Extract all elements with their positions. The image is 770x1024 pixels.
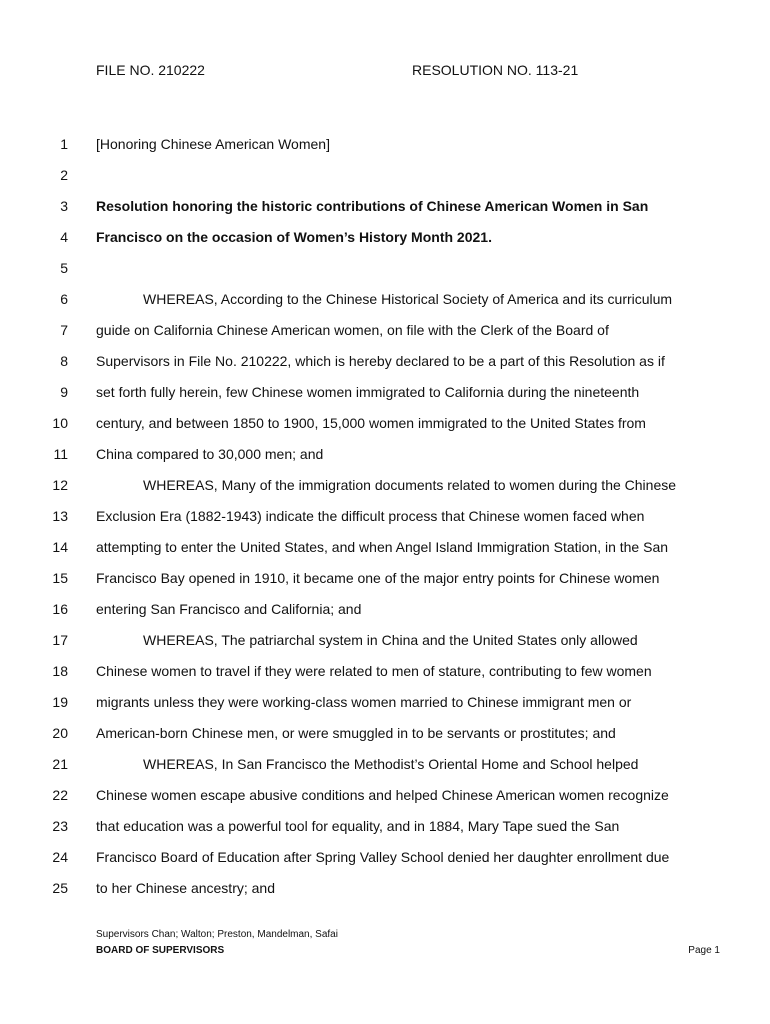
line-number: 20: [52, 725, 68, 741]
line-number: 6: [60, 291, 68, 307]
resolution-number: RESOLUTION NO. 113-21: [412, 62, 579, 78]
line-number: 5: [60, 260, 68, 276]
document-line: [0, 196, 770, 216]
line-text: American-born Chinese men, or were smuggled in to be servants or prostitutes; and: [96, 725, 616, 741]
line-number: 9: [60, 384, 68, 400]
document-line: [0, 568, 770, 588]
footer-board: BOARD OF SUPERVISORS: [96, 945, 225, 956]
document-line: [0, 134, 770, 154]
line-text: WHEREAS, According to the Chinese Historical Society of America and its curriculum: [143, 291, 673, 307]
line-text: China compared to 30,000 men; and: [96, 446, 324, 462]
line-text: Francisco Bay opened in 1910, it became one of the major entry points for Chinese women: [96, 570, 660, 586]
line-number: 16: [52, 601, 68, 617]
document-line: [0, 630, 770, 650]
document-line: [0, 506, 770, 526]
document-line: [0, 320, 770, 340]
document-line: [0, 382, 770, 402]
line-text: attempting to enter the United States, and when Angel Island Immigration Station, in the San: [96, 539, 669, 555]
document-line: [0, 661, 770, 681]
document-line: [0, 599, 770, 619]
line-number: 10: [52, 415, 68, 431]
line-number: 22: [52, 787, 68, 803]
line-text: that education was a powerful tool for equality, and in 1884, Mary Tape sued the San: [96, 818, 620, 834]
line-text: Francisco on the occasion of Women’s History Month 2021.: [96, 229, 492, 245]
document-line: [0, 785, 770, 805]
line-number: 23: [52, 818, 68, 834]
line-text: Resolution honoring the historic contributions of Chinese American Women in San: [96, 198, 649, 214]
line-text: Chinese women to travel if they were related to men of stature, contributing to few women: [96, 663, 652, 679]
document-line: [0, 444, 770, 464]
document-line: [0, 878, 770, 898]
line-number: 12: [52, 477, 68, 493]
line-number: 1: [60, 136, 68, 152]
line-number: 25: [52, 880, 68, 896]
document-line: [0, 723, 770, 743]
line-number: 2: [60, 167, 68, 183]
file-number: FILE NO. 210222: [96, 62, 205, 78]
line-number: 19: [52, 694, 68, 710]
line-number: 13: [52, 508, 68, 524]
line-text: Exclusion Era (1882-1943) indicate the difficult process that Chinese women faced when: [96, 508, 645, 524]
line-number: 7: [60, 322, 68, 338]
line-text: migrants unless they were working-class women married to Chinese immigrant men or: [96, 694, 632, 710]
page-number: Page 1: [688, 945, 720, 956]
document-line: [0, 475, 770, 495]
line-text: WHEREAS, The patriarchal system in China and the United States only allowed: [143, 632, 638, 648]
line-number: 4: [60, 229, 68, 245]
line-text: to her Chinese ancestry; and: [96, 880, 275, 896]
line-number: 11: [53, 446, 68, 462]
footer-sponsors: Supervisors Chan; Walton; Preston, Mandelman, Safai: [96, 929, 338, 940]
document-line: [0, 351, 770, 371]
line-text: WHEREAS, Many of the immigration documents related to women during the Chinese: [143, 477, 677, 493]
document-line: [0, 165, 770, 185]
line-text: Chinese women escape abusive conditions and helped Chinese American women recognize: [96, 787, 669, 803]
line-number: 14: [52, 539, 68, 555]
document-line: [0, 847, 770, 867]
line-number: 24: [52, 849, 68, 865]
document-line: [0, 413, 770, 433]
line-text: century, and between 1850 to 1900, 15,000 women immigrated to the United States from: [96, 415, 646, 431]
line-text: [Honoring Chinese American Women]: [96, 136, 330, 152]
line-number: 8: [60, 353, 68, 369]
document-line: [0, 816, 770, 836]
line-text: WHEREAS, In San Francisco the Methodist’s Oriental Home and School helped: [143, 756, 639, 772]
document-line: [0, 227, 770, 247]
line-number: 18: [52, 663, 68, 679]
document-line: [0, 258, 770, 278]
line-text: set forth fully herein, few Chinese women immigrated to California during the nineteenth: [96, 384, 640, 400]
line-number: 3: [60, 198, 68, 214]
document-line: [0, 537, 770, 557]
document-line: [0, 289, 770, 309]
line-text: guide on California Chinese American women, on file with the Clerk of the Board of: [96, 322, 609, 338]
line-number: 15: [52, 570, 68, 586]
line-text: Supervisors in File No. 210222, which is hereby declared to be a part of this Resolution as if: [96, 353, 665, 369]
document-line: [0, 692, 770, 712]
line-text: entering San Francisco and California; and: [96, 601, 362, 617]
line-number: 17: [52, 632, 68, 648]
line-number: 21: [52, 756, 68, 772]
line-text: Francisco Board of Education after Spring Valley School denied her daughter enrollment due: [96, 849, 670, 865]
document-line: [0, 754, 770, 774]
